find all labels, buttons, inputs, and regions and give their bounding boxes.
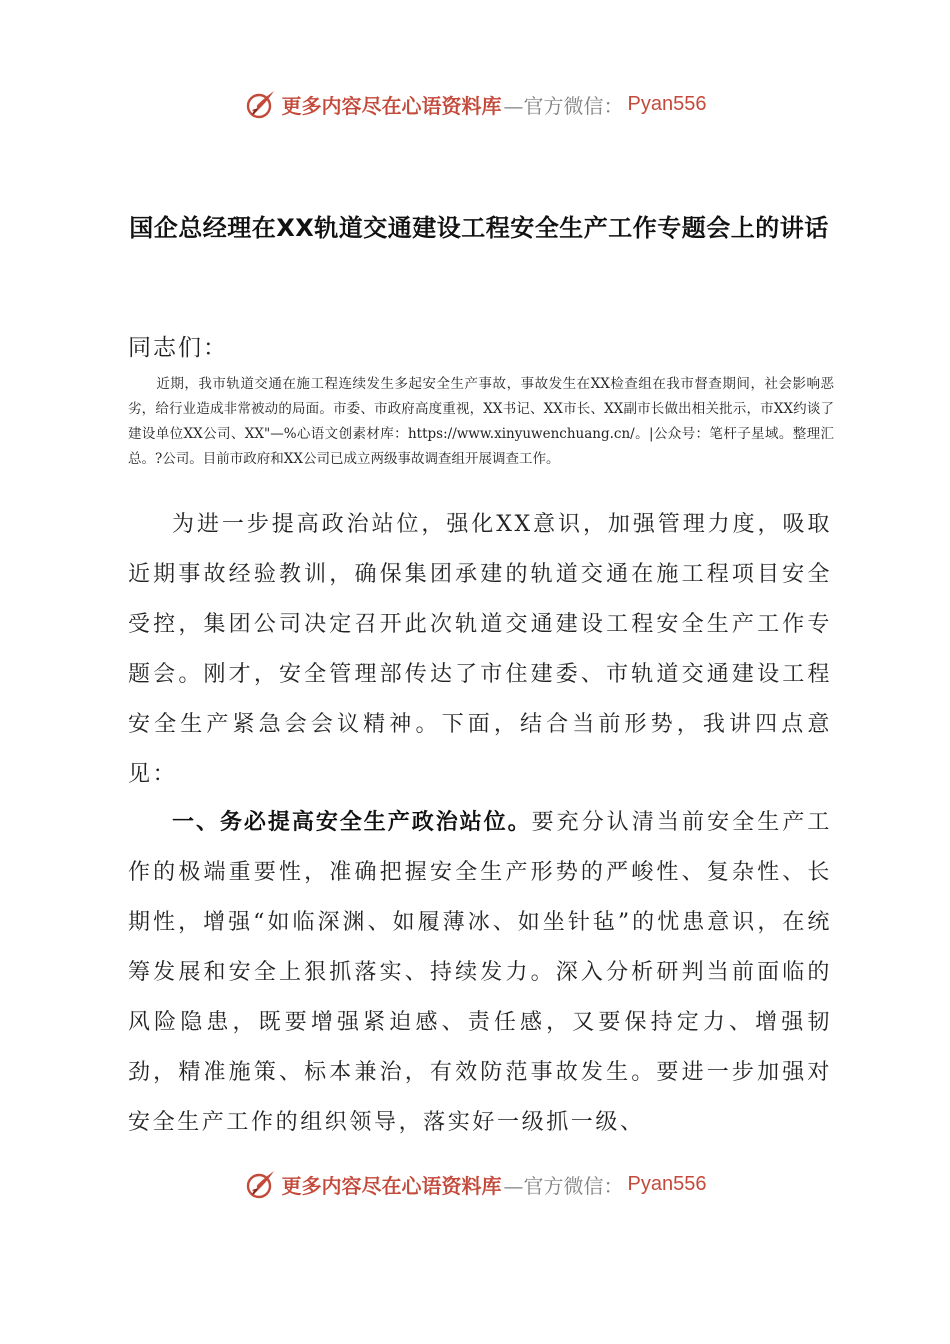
section-heading-1: 一、务必提高安全生产政治站位。 <box>172 810 532 835</box>
header-watermark-banner <box>0 84 950 124</box>
quill-pen-logo-icon <box>244 87 278 121</box>
banner-wechat-id: Pyan556 <box>627 92 707 115</box>
banner-main-text: 更多内容尽在心语资料库 <box>281 1173 502 1198</box>
greeting: 同志们： <box>128 335 228 361</box>
banner-sub-text: —官方微信： <box>503 1173 624 1198</box>
footer-watermark-banner <box>0 1164 950 1204</box>
quill-pen-logo-icon <box>244 1167 278 1201</box>
banner-sub-text: —官方微信： <box>503 93 624 118</box>
banner-main-text: 更多内容尽在心语资料库 <box>281 93 502 118</box>
body-paragraph-1: 为进一步提高政治站位，强化XX意识，加强管理力度，吸取近期事故经验教训，确保集团承建的轨道交通在施工程项目安全受控，集团公司决定召开此次轨道交通建设工程安全生产工作专题会。刚才，安全管理部传达了市住建委、市轨道交通建设工程安全生产紧急会会议精神。下面，结合当前形势，我讲四点意见： <box>128 512 832 787</box>
section-body-1: 要充分认清当前安全生产工作的极端重要性，准确把握安全生产形势的严峻性、复杂性、长期性，增强“如临深渊、如履薄冰、如坐针毡”的忧患意识，在统筹发展和安全上狠抓落实、持续发力。深入分析研判当前面临的风险隐患，既要增强紧迫感、责任感，又要保持定力、增强韧劲，精准施策、标本兼治，有效防范事故发生。要进一步加强对安全生产工作的组织领导，落实好一级抓一级、 <box>128 810 832 1135</box>
body-paragraph-2 <box>128 798 832 1148</box>
intro-paragraph: 近期，我市轨道交通在施工程连续发生多起安全生产事故，事故发生在XX检查组在我市督查期间，社会影响恶劣，给行业造成非常被动的局面。市委、市政府高度重视，XX书记、XX市长、XX副市长做出相关批示，市XX约谈了建设单位XX公司、XX"—%心语文创素材库：https://www.xinyuwenchuang.cn/。|公众号：笔杆子星域。整理汇总。?公司。目前市政府和XX公司已成立两级事故调查组开展调查工作。 <box>128 376 834 467</box>
document-title: 国企总经理在XX轨道交通建设工程安全生产工作专题会上的讲话 <box>129 214 829 242</box>
banner-wechat-id: Pyan556 <box>627 1172 707 1195</box>
